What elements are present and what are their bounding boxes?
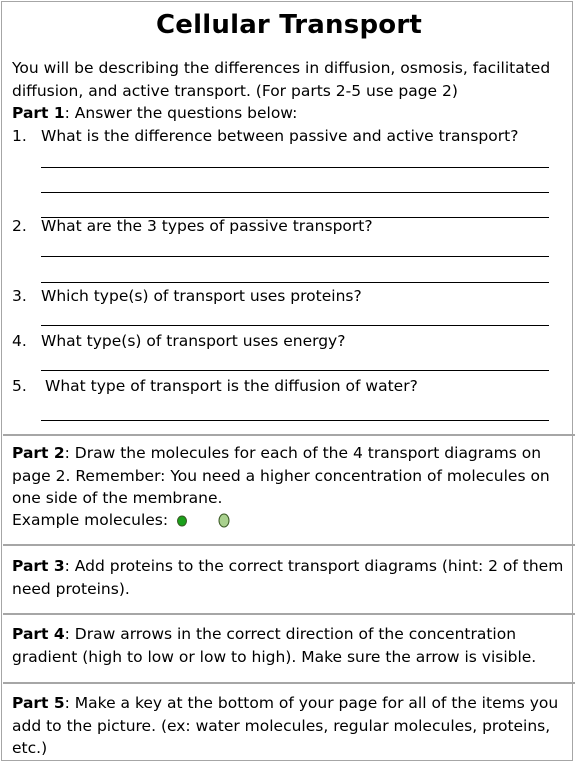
question-1-number: 1.	[12, 127, 27, 145]
answer-line[interactable]	[41, 256, 549, 257]
part5-section	[3, 684, 575, 764]
part3-label: Part 3	[12, 557, 65, 575]
answer-line[interactable]	[41, 325, 549, 326]
question-4-number: 4.	[12, 332, 27, 350]
answer-line[interactable]	[41, 192, 549, 193]
answer-line[interactable]	[41, 370, 549, 371]
question-5-number: 5.	[12, 377, 27, 395]
question-3-number: 3.	[12, 287, 27, 305]
part4-paragraph	[12, 623, 564, 668]
part4-label: Part 4	[12, 625, 65, 643]
part4-section	[3, 615, 575, 684]
example-molecules-graphic	[173, 512, 243, 530]
part2-paragraph	[12, 442, 564, 510]
question-2-text: What are the 3 types of passive transport?	[41, 217, 373, 235]
large-molecule-icon	[219, 514, 229, 527]
question-5-text: What type of transport is the diffusion of water?	[45, 377, 418, 395]
question-3-text: Which type(s) of transport uses proteins?	[41, 287, 362, 305]
answer-line[interactable]	[41, 420, 549, 421]
question-2-number: 2.	[12, 217, 27, 235]
question-4-text: What type(s) of transport uses energy?	[41, 332, 346, 350]
part3-paragraph	[12, 555, 564, 600]
answer-line[interactable]	[41, 282, 549, 283]
intro-text: You will be describing the differences in diffusion, osmosis, facilitated diffusion, and active transport. (For parts 2-5 use page 2)	[12, 59, 551, 100]
part5-paragraph	[12, 692, 564, 760]
worksheet	[1, 1, 573, 761]
small-molecule-icon	[178, 516, 187, 526]
question-1-text: What is the difference between passive and active transport?	[41, 127, 519, 145]
part3-text: : Add proteins to the correct transport diagrams (hint: 2 of them need proteins).	[12, 557, 564, 598]
part2-section	[3, 436, 575, 546]
part1-text: : Answer the questions below:	[64, 104, 298, 122]
part2-label: Part 2	[12, 444, 65, 462]
part5-label: Part 5	[12, 694, 65, 712]
part2-text: : Draw the molecules for each of the 4 transport diagrams on page 2. Remember: You need a higher concentration of molecules on one side of the membrane.	[12, 444, 550, 507]
answer-line[interactable]	[41, 167, 549, 168]
part1-heading	[12, 102, 297, 124]
part1-section	[3, 3, 575, 436]
example-molecules-label: Example molecules:	[12, 511, 169, 529]
part1-label: Part 1	[12, 104, 65, 122]
page-title: Cellular Transport	[156, 10, 422, 40]
part3-section	[3, 546, 575, 615]
part4-text: : Draw arrows in the correct direction of the concentration gradient (high to low or low to high). Make sure the arrow is visible.	[12, 625, 537, 666]
part5-text: : Make a key at the bottom of your page for all of the items you add to the picture. (ex: water molecules, regular molecules, proteins, etc.)	[12, 694, 559, 757]
